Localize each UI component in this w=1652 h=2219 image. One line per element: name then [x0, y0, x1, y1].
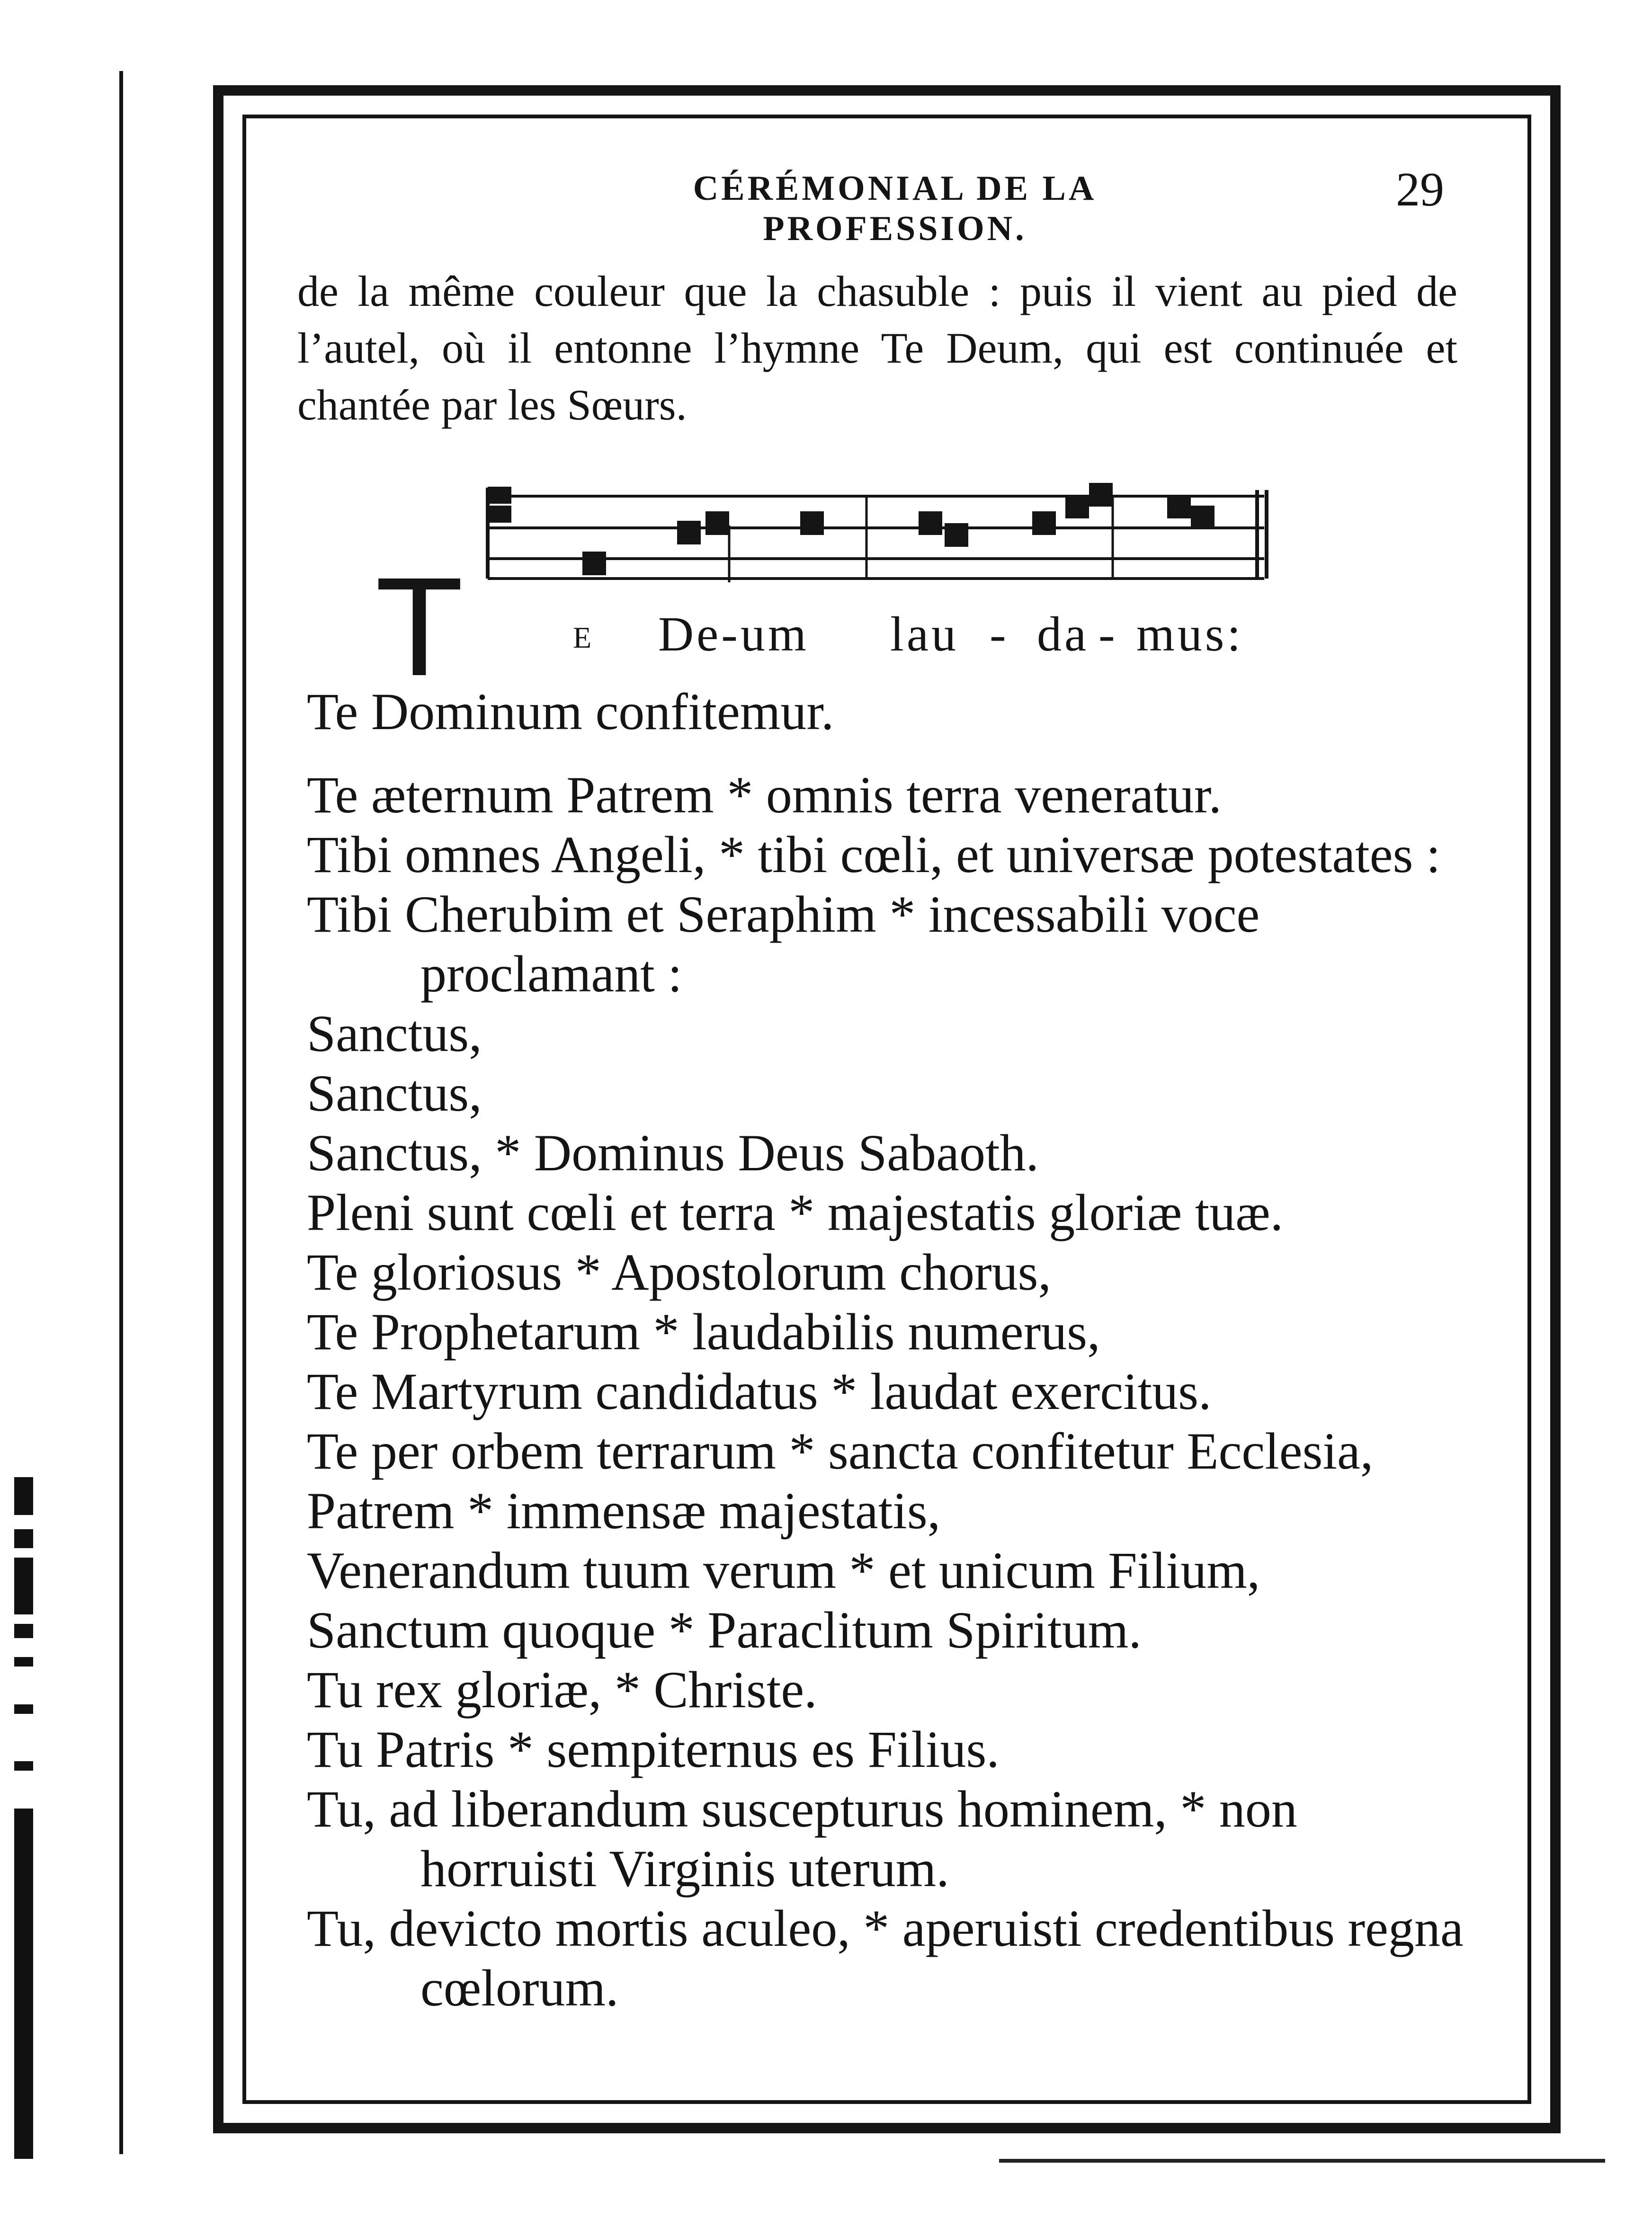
neume [677, 521, 701, 544]
hymn-line: Te Prophetarum * laudabilis numerus, [307, 1303, 1100, 1361]
neume [945, 523, 968, 547]
hymn-line: Te Dominum confitemur. [307, 683, 834, 740]
chant-syllable: - [1098, 607, 1118, 661]
clef [488, 487, 511, 504]
hymn-line: Tu rex gloriæ, * Christe. [307, 1661, 817, 1719]
page-header [563, 163, 1444, 248]
hymn-line: Sanctus, [307, 1064, 482, 1122]
chant-syllable: E [573, 621, 595, 654]
clef [488, 506, 511, 523]
neume [800, 511, 824, 535]
neume [1089, 483, 1113, 507]
drop-initial: T [379, 553, 460, 707]
chant-syllable: da [1037, 607, 1089, 661]
neume [582, 552, 606, 575]
chant-syllable: lau [890, 607, 959, 661]
scan-edge-marks [14, 1477, 33, 2159]
hymn-line: Sanctum quoque * Paraclitum Spiritum. [307, 1601, 1142, 1659]
neume [1167, 495, 1191, 518]
hymn-line: Te gloriosus * Apostolorum chorus, [307, 1243, 1051, 1301]
neume [919, 511, 942, 535]
hymn-line: Pleni sunt cœli et terra * majestatis gloriæ tuæ. [307, 1184, 1284, 1241]
neume [1191, 506, 1214, 529]
intro-paragraph [297, 263, 1457, 433]
hymn-line: Sanctus, * Dominus Deus Sabaoth. [307, 1124, 1039, 1182]
hymn-line: Te Martyrum candidatus * laudat exercitus. [307, 1363, 1212, 1420]
running-title: CÉRÉMONIAL DE LA PROFESSION. [693, 169, 1097, 248]
hymn-line: Tu, devicto mortis aculeo, * aperuisti credentibus regna cœlorum. [307, 1899, 1464, 2017]
chant-syllable: De-um [658, 607, 809, 661]
neume [1065, 495, 1089, 518]
hymn-line: Tu, ad liberandum suscepturus hominem, * non horruisti Virginis uterum. [307, 1780, 1297, 1898]
chant-staff [478, 469, 1274, 592]
page-number: 29 [1396, 163, 1444, 216]
intro-text: de la même couleur que la chasuble : puis il vient au pied de l’autel, où il entonne l’hymne Te Deum, qui est continuée et chantée par les Sœurs. [297, 267, 1457, 429]
neume [1032, 511, 1056, 535]
hymn-line: Tu Patris * sempiternus es Filius. [307, 1720, 1000, 1778]
scan-bottom-mark [999, 2159, 1605, 2163]
chant-syllable: - [990, 607, 1009, 661]
hymn-text [307, 682, 1467, 2018]
neume [705, 511, 729, 535]
hymn-line: Te æternum Patrem * omnis terra veneratur. [307, 766, 1222, 824]
binding-edge-line [119, 71, 123, 2154]
hymn-line: Venerandum tuum verum * et unicum Filium, [307, 1542, 1260, 1599]
hymn-line: Sanctus, [307, 1005, 482, 1062]
chant-syllable: mus: [1136, 607, 1244, 661]
hymn-line: Patrem * immensæ majestatis, [307, 1482, 941, 1540]
hymn-line: Te per orbem terrarum * sancta confitetur Ecclesia, [307, 1422, 1374, 1480]
hymn-line: Tibi omnes Angeli, * tibi cœli, et universæ potestates : [307, 826, 1441, 883]
hymn-line: Tibi Cherubim et Seraphim * incessabili voce proclamant : [307, 885, 1260, 1003]
